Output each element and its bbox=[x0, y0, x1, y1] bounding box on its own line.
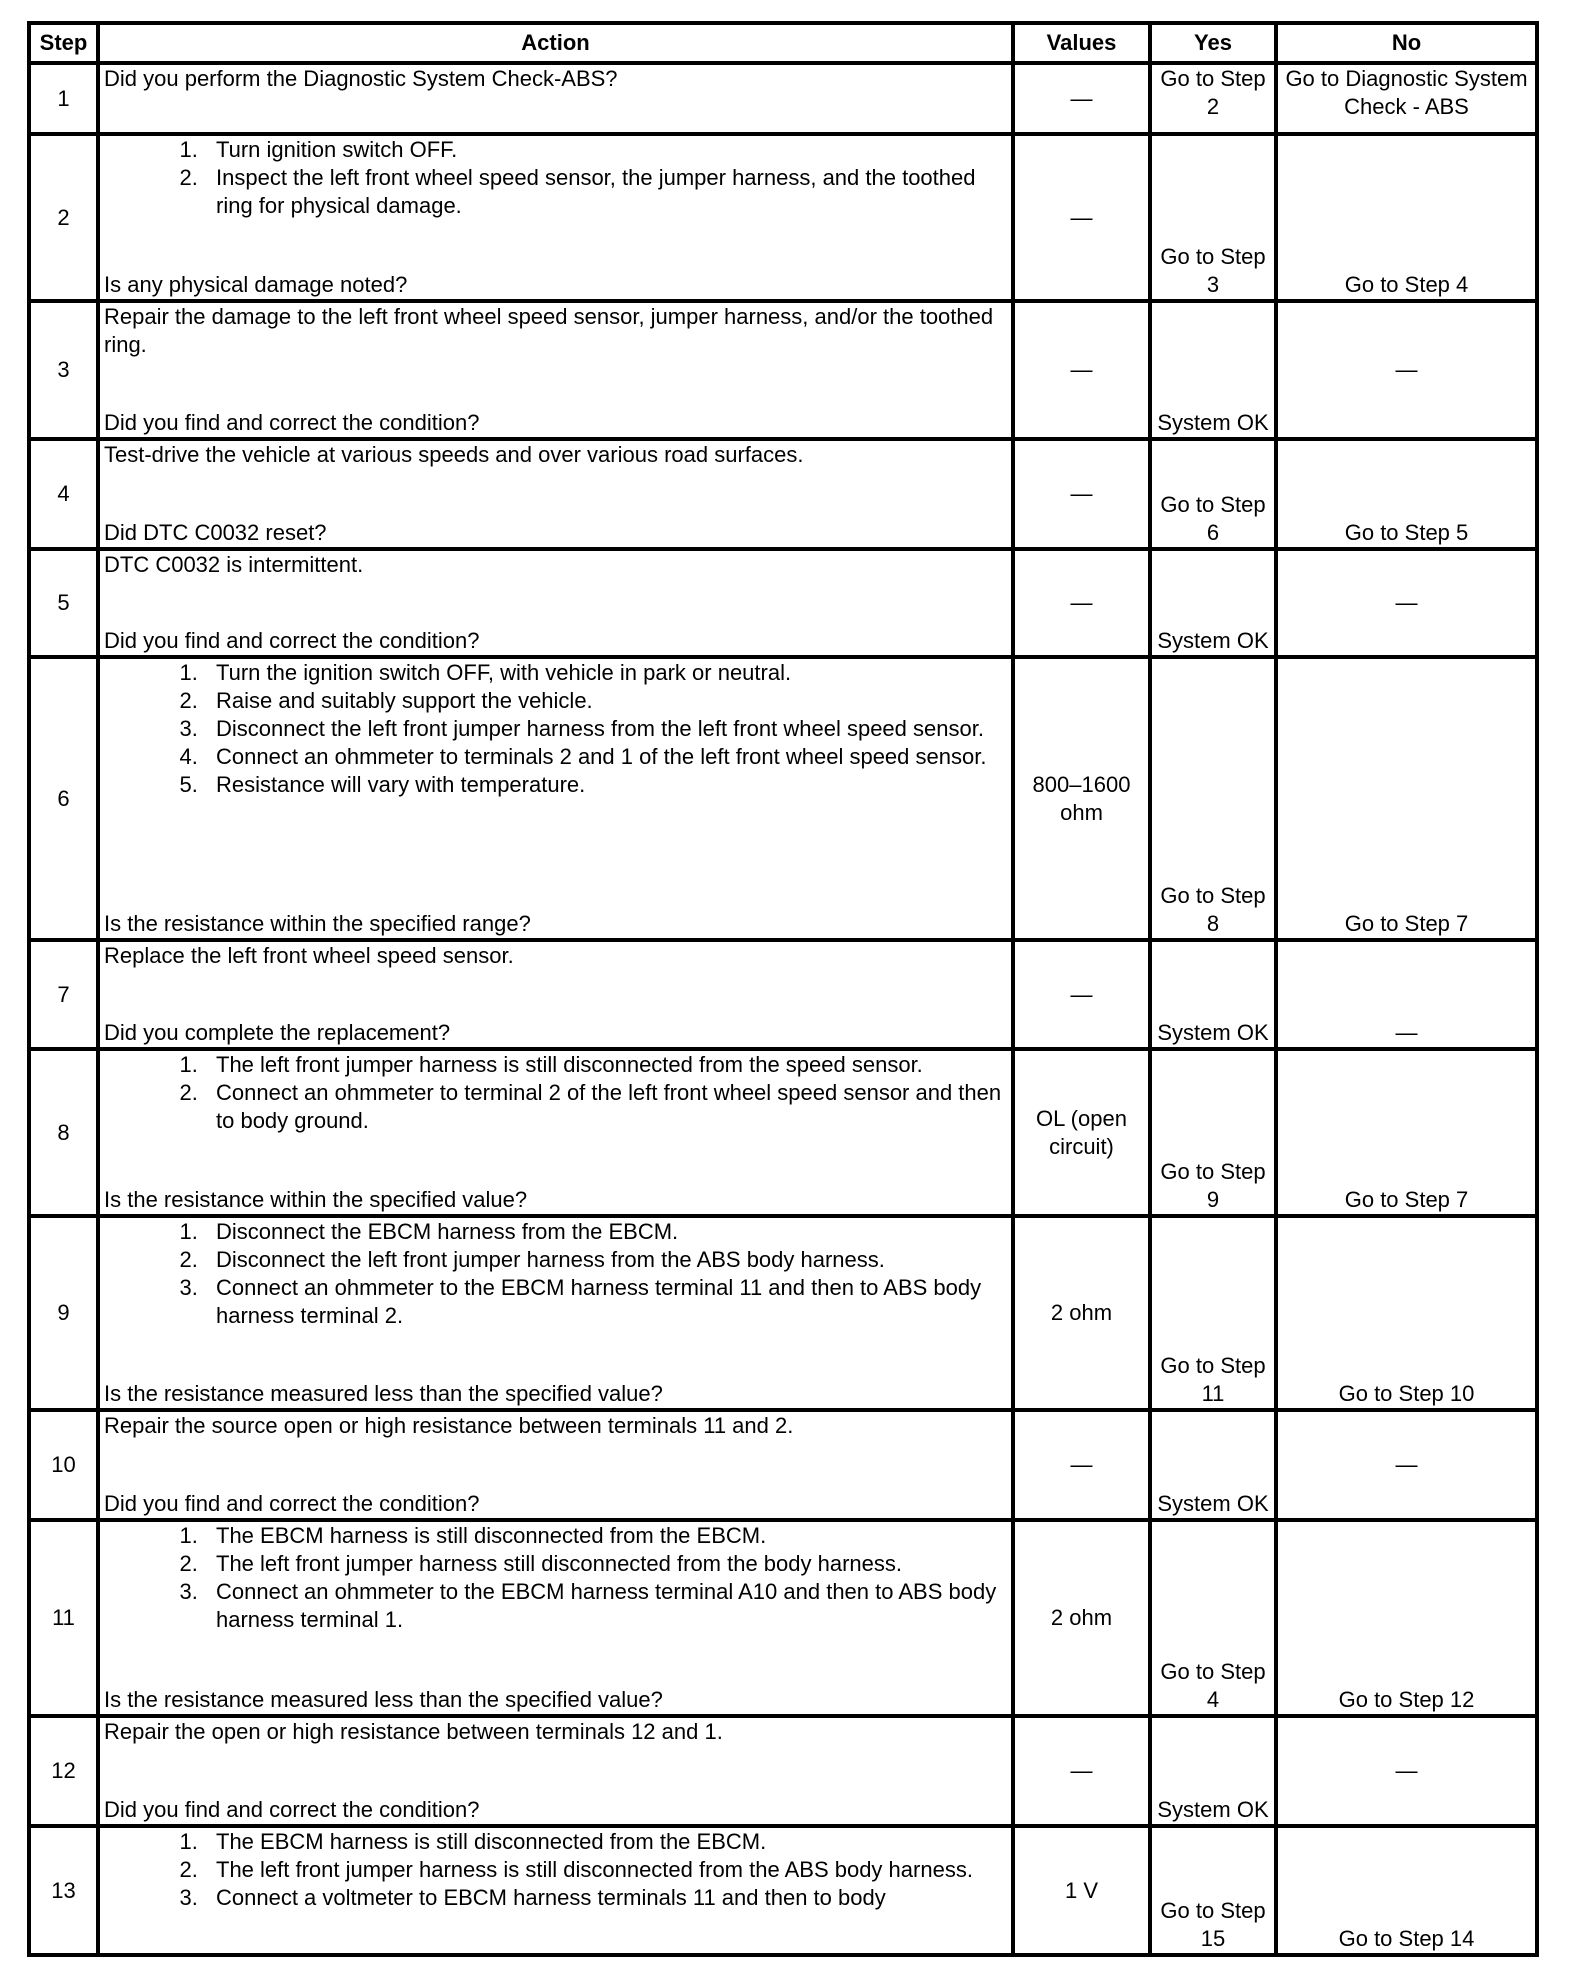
yes-cell: Go to Step 9 bbox=[1150, 1049, 1276, 1216]
action-step-item: 2. Disconnect the left front jumper harness from the ABS body harness. bbox=[204, 1246, 1007, 1274]
action-intro: Repair the source open or high resistance between terminals 11 and 2. bbox=[104, 1413, 794, 1438]
step-number: 4 bbox=[29, 439, 98, 549]
yes-cell: System OK bbox=[1150, 1410, 1276, 1520]
table-row bbox=[29, 657, 1537, 940]
step-number: 11 bbox=[29, 1520, 98, 1716]
values-cell: — bbox=[1013, 1410, 1150, 1520]
table-body bbox=[29, 63, 1537, 1955]
yes-cell: System OK bbox=[1150, 549, 1276, 657]
table-row bbox=[29, 134, 1537, 301]
values-cell: — bbox=[1013, 439, 1150, 549]
values-cell: — bbox=[1013, 940, 1150, 1049]
action-steps-list bbox=[104, 1051, 1007, 1135]
action-steps-list bbox=[104, 1522, 1007, 1634]
diagnostic-table bbox=[27, 21, 1539, 1957]
step-number: 5 bbox=[29, 549, 98, 657]
table-row bbox=[29, 1410, 1537, 1520]
no-cell: — bbox=[1276, 1716, 1537, 1826]
values-cell: — bbox=[1013, 1716, 1150, 1826]
step-number: 10 bbox=[29, 1410, 98, 1520]
values-cell: — bbox=[1013, 549, 1150, 657]
table-row bbox=[29, 1049, 1537, 1216]
action-step-item: 3. Disconnect the left front jumper harness from the left front wheel speed sensor. bbox=[204, 715, 1007, 743]
table-row bbox=[29, 549, 1537, 657]
action-question: Is the resistance measured less than the specified value? bbox=[104, 1687, 663, 1712]
action-intro: Repair the open or high resistance between terminals 12 and 1. bbox=[104, 1719, 723, 1744]
action-step-item: 5. Resistance will vary with temperature. bbox=[204, 771, 1007, 799]
table-row bbox=[29, 1716, 1537, 1826]
action-intro: Replace the left front wheel speed sensor. bbox=[104, 943, 514, 968]
yes-cell: System OK bbox=[1150, 940, 1276, 1049]
no-cell: Go to Step 7 bbox=[1276, 1049, 1537, 1216]
yes-cell: Go to Step 11 bbox=[1150, 1216, 1276, 1410]
action-question: Did you complete the replacement? bbox=[104, 1020, 451, 1045]
action-intro: DTC C0032 is intermittent. bbox=[104, 552, 364, 577]
action-step-item: 1. The left front jumper harness is still disconnected from the speed sensor. bbox=[204, 1051, 1007, 1079]
action-step-item: 3. Connect an ohmmeter to the EBCM harness terminal A10 and then to ABS body harness terminal 1. bbox=[204, 1578, 1007, 1634]
action-question: Is the resistance measured less than the specified value? bbox=[104, 1381, 663, 1406]
table-row bbox=[29, 940, 1537, 1049]
action-question: Is the resistance within the specified range? bbox=[104, 911, 531, 936]
step-number: 12 bbox=[29, 1716, 98, 1826]
action-intro: Test-drive the vehicle at various speeds and over various road surfaces. bbox=[104, 442, 804, 467]
action-step-item: 1. Turn the ignition switch OFF, with vehicle in park or neutral. bbox=[204, 659, 1007, 687]
action-question: Did DTC C0032 reset? bbox=[104, 520, 327, 545]
no-cell: Go to Diagnostic System Check - ABS bbox=[1276, 63, 1537, 134]
no-cell: Go to Step 7 bbox=[1276, 657, 1537, 940]
action-question: Is any physical damage noted? bbox=[104, 272, 408, 297]
values-cell: OL (open circuit) bbox=[1013, 1049, 1150, 1216]
action-cell bbox=[104, 136, 1007, 299]
step-number: 7 bbox=[29, 940, 98, 1049]
table-row bbox=[29, 63, 1537, 134]
action-step-item: 2. Inspect the left front wheel speed sensor, the jumper harness, and the toothed ring for physical damage. bbox=[204, 164, 1007, 220]
table-row bbox=[29, 1826, 1537, 1955]
action-question: Did you find and correct the condition? bbox=[104, 1491, 480, 1516]
header-yes: Yes bbox=[1150, 23, 1276, 63]
yes-cell: Go to Step 8 bbox=[1150, 657, 1276, 940]
yes-cell: System OK bbox=[1150, 301, 1276, 439]
action-steps-list bbox=[104, 1828, 1007, 1912]
action-intro: Repair the damage to the left front wheel speed sensor, jumper harness, and/or the toothed ring. bbox=[104, 304, 994, 357]
step-number: 8 bbox=[29, 1049, 98, 1216]
action-cell bbox=[104, 1718, 1007, 1824]
action-question: Did you find and correct the condition? bbox=[104, 628, 480, 653]
no-cell: — bbox=[1276, 940, 1537, 1049]
step-number: 2 bbox=[29, 134, 98, 301]
step-number: 1 bbox=[29, 63, 98, 134]
action-step-item: 1. Disconnect the EBCM harness from the EBCM. bbox=[204, 1218, 1007, 1246]
action-intro: Did you perform the Diagnostic System Check-ABS? bbox=[104, 66, 618, 91]
step-number: 3 bbox=[29, 301, 98, 439]
action-steps-list bbox=[104, 659, 1007, 799]
action-step-item: 2. The left front jumper harness is still disconnected from the ABS body harness. bbox=[204, 1856, 1007, 1884]
table-row bbox=[29, 1520, 1537, 1716]
values-cell: 2 ohm bbox=[1013, 1520, 1150, 1716]
action-step-item: 1. The EBCM harness is still disconnected from the EBCM. bbox=[204, 1828, 1007, 1856]
action-cell bbox=[104, 1412, 1007, 1518]
yes-cell: Go to Step 2 bbox=[1150, 63, 1276, 134]
yes-cell: Go to Step 6 bbox=[1150, 439, 1276, 549]
action-cell bbox=[104, 441, 1007, 547]
action-cell bbox=[104, 551, 1007, 655]
yes-cell: System OK bbox=[1150, 1716, 1276, 1826]
action-step-item: 2. The left front jumper harness still disconnected from the body harness. bbox=[204, 1550, 1007, 1578]
header-values: Values bbox=[1013, 23, 1150, 63]
header-step: Step bbox=[29, 23, 98, 63]
action-cell bbox=[104, 1828, 1007, 1953]
step-number: 13 bbox=[29, 1826, 98, 1955]
action-step-item: 3. Connect a voltmeter to EBCM harness terminals 11 and then to body bbox=[204, 1884, 1007, 1912]
no-cell: Go to Step 5 bbox=[1276, 439, 1537, 549]
no-cell: — bbox=[1276, 301, 1537, 439]
no-cell: — bbox=[1276, 549, 1537, 657]
action-step-item: 1. The EBCM harness is still disconnected from the EBCM. bbox=[204, 1522, 1007, 1550]
table-row bbox=[29, 301, 1537, 439]
action-cell bbox=[104, 942, 1007, 1047]
action-step-item: 2. Connect an ohmmeter to terminal 2 of the left front wheel speed sensor and then to body ground. bbox=[204, 1079, 1007, 1135]
action-question: Did you find and correct the condition? bbox=[104, 1797, 480, 1822]
yes-cell: Go to Step 15 bbox=[1150, 1826, 1276, 1955]
table-row bbox=[29, 439, 1537, 549]
yes-cell: Go to Step 4 bbox=[1150, 1520, 1276, 1716]
values-cell: 1 V bbox=[1013, 1826, 1150, 1955]
no-cell: — bbox=[1276, 1410, 1537, 1520]
header-row bbox=[29, 23, 1537, 63]
yes-cell: Go to Step 3 bbox=[1150, 134, 1276, 301]
action-step-item: 1. Turn ignition switch OFF. bbox=[204, 136, 1007, 164]
no-cell: Go to Step 4 bbox=[1276, 134, 1537, 301]
action-step-item: 4. Connect an ohmmeter to terminals 2 and 1 of the left front wheel speed sensor. bbox=[204, 743, 1007, 771]
step-number: 6 bbox=[29, 657, 98, 940]
values-cell: 800–1600 ohm bbox=[1013, 657, 1150, 940]
action-question: Is the resistance within the specified value? bbox=[104, 1187, 528, 1212]
header-no: No bbox=[1276, 23, 1537, 63]
action-question: Did you find and correct the condition? bbox=[104, 410, 480, 435]
no-cell: Go to Step 10 bbox=[1276, 1216, 1537, 1410]
step-number: 9 bbox=[29, 1216, 98, 1410]
action-cell bbox=[104, 659, 1007, 938]
action-cell bbox=[104, 1522, 1007, 1714]
action-step-item: 2. Raise and suitably support the vehicle. bbox=[204, 687, 1007, 715]
values-cell: — bbox=[1013, 63, 1150, 134]
table-row bbox=[29, 1216, 1537, 1410]
values-cell: — bbox=[1013, 301, 1150, 439]
header-action: Action bbox=[98, 23, 1013, 63]
action-steps-list bbox=[104, 136, 1007, 220]
values-cell: — bbox=[1013, 134, 1150, 301]
action-step-item: 3. Connect an ohmmeter to the EBCM harness terminal 11 and then to ABS body harness terminal 2. bbox=[204, 1274, 1007, 1330]
action-cell bbox=[104, 65, 1007, 132]
action-cell bbox=[104, 303, 1007, 437]
action-steps-list bbox=[104, 1218, 1007, 1330]
action-cell bbox=[104, 1218, 1007, 1408]
action-cell bbox=[104, 1051, 1007, 1214]
no-cell: Go to Step 12 bbox=[1276, 1520, 1537, 1716]
no-cell: Go to Step 14 bbox=[1276, 1826, 1537, 1955]
values-cell: 2 ohm bbox=[1013, 1216, 1150, 1410]
